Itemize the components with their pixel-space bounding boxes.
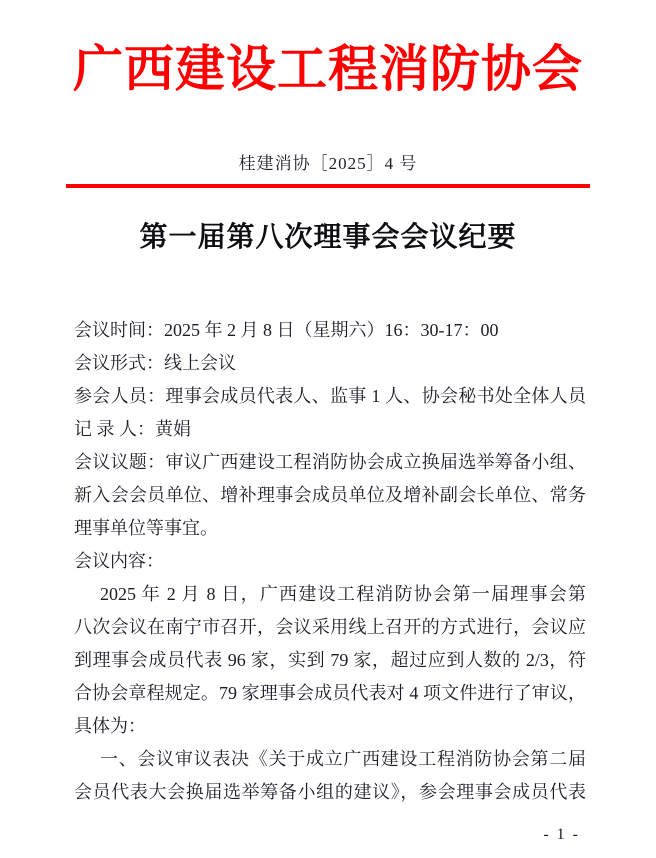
content-line-5: 具体为： — [74, 716, 146, 736]
content-heading-line: 会议内容： — [74, 551, 164, 571]
agenda-line-2: 新入会会员单位、增补理事会成员单位及增补副会长单位、常务 — [74, 485, 586, 505]
content-line-4: 合协会章程规定。79 家理事会成员代表对 4 项文件进行了审议， — [74, 683, 586, 703]
content-line-3: 到理事会成员代表 96 家，实到 79 家，超过应到人数的 2/3，符 — [74, 650, 586, 670]
content-line-1: 2025 年 2 月 8 日，广西建设工程消防协会第一届理事会第 — [100, 584, 586, 604]
agenda-line-3: 理事单位等事宜。 — [74, 518, 218, 538]
meeting-time-line: 会议时间：2025 年 2 月 8 日（星期六）16：30-17：00 — [74, 320, 499, 340]
org-title: 广西建设工程消防协会 — [73, 41, 583, 97]
meeting-format-line: 会议形式：线上会议 — [74, 353, 236, 373]
red-separator-line — [66, 184, 590, 188]
recorder-line: 记 录 人：黄娟 — [74, 419, 191, 439]
content-line-2: 八次会议在南宁市召开，会议采用线上召开的方式进行，会议应 — [74, 617, 586, 637]
doc-title: 第一届第八次理事会会议纪要 — [139, 222, 517, 253]
attendees-line: 参会人员：理事会成员代表人、监事 1 人、协会秘书处全体人员 — [74, 386, 586, 406]
agenda-line-1: 会议议题：审议广西建设工程消防协会成立换届选举筹备小组、 — [74, 452, 586, 472]
document-body — [74, 314, 586, 809]
item-1-line-1: 一、会议审议表决《关于成立广西建设工程消防协会第二届 — [100, 749, 586, 769]
page-number: - 1 - — [543, 826, 580, 843]
item-1-line-2: 会员代表大会换届选举筹备小组的建议》，参会理事会成员代表 — [74, 782, 586, 802]
doc-number: 桂建消协［2025］4 号 — [238, 154, 418, 173]
